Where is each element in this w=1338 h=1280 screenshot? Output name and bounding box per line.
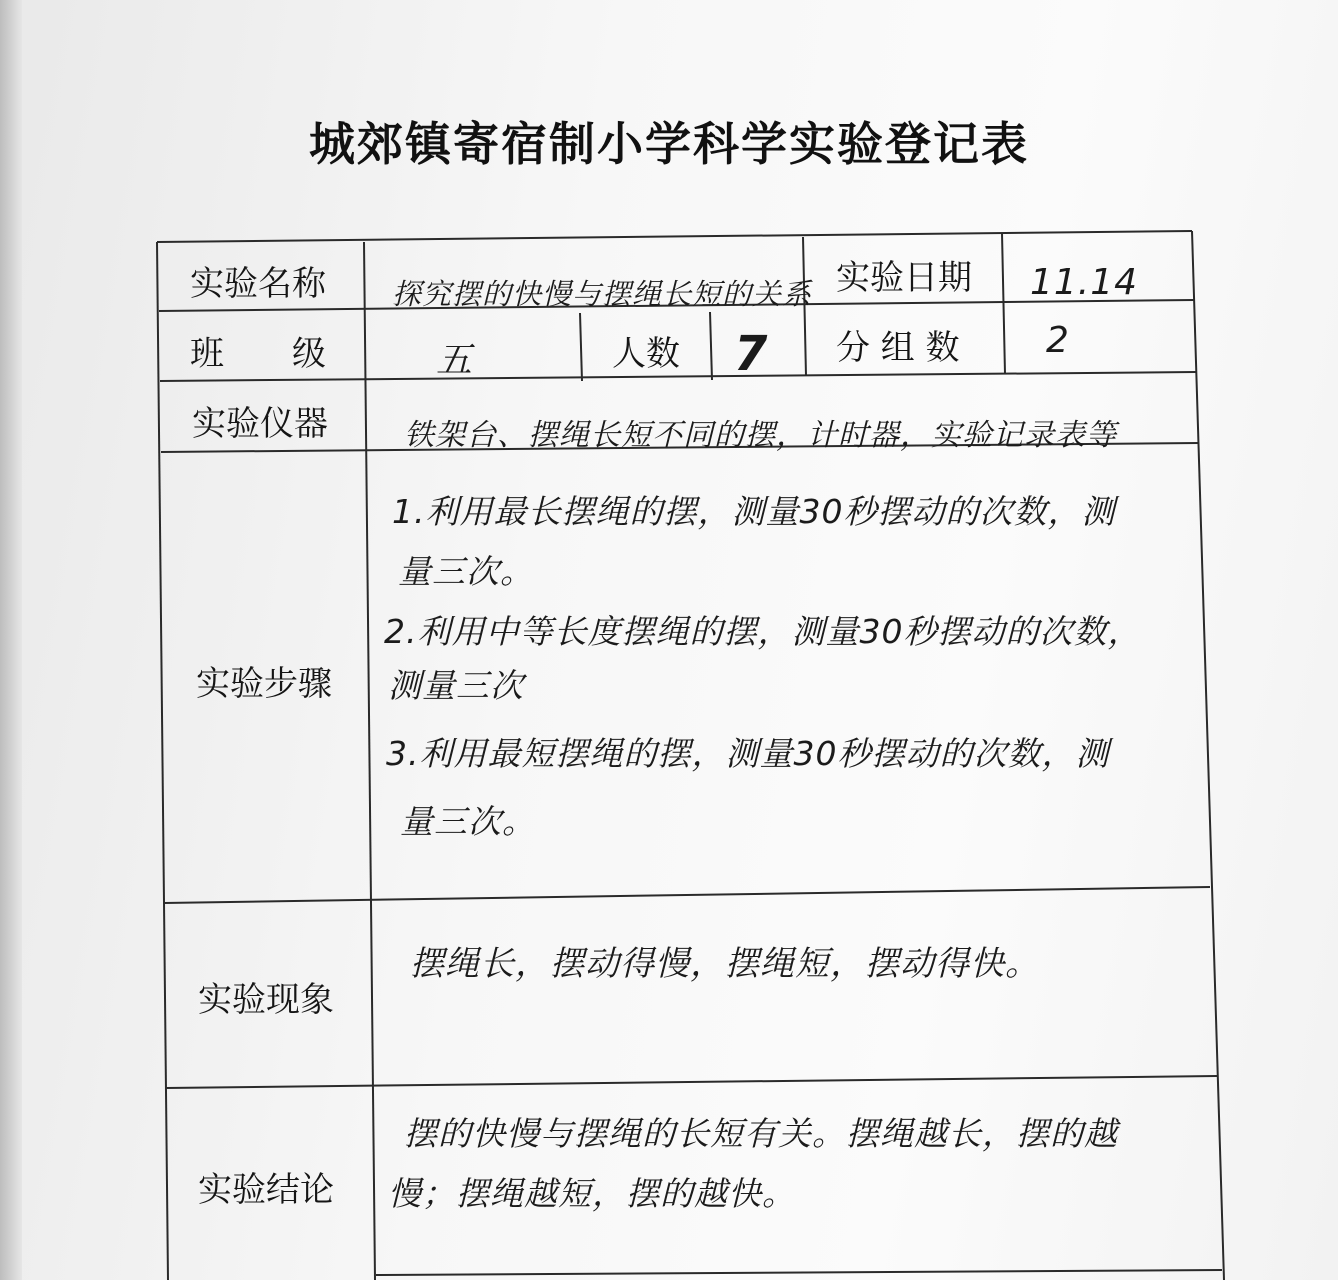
value-experiment-date: 11.14 [1030,262,1139,303]
value-group-count: 2 [1046,320,1070,361]
label-phenomenon: 实验现象 [198,980,334,1020]
value-steps-line-5: 3.利用最短摆绳的摆，测量30秒摆动的次数，测 [386,734,1110,773]
value-people-count: 7 [734,326,769,382]
label-experiment-date: 实验日期 [836,258,972,298]
value-steps-line-3: 2.利用中等长度摆绳的摆，测量30秒摆动的次数， [384,612,1142,651]
label-class: 班 级 [190,334,326,374]
label-steps: 实验步骤 [196,664,332,704]
value-instruments: 铁架台、摆绳长短不同的摆，计时器，实验记录表等 [404,418,1117,453]
label-conclusion: 实验结论 [198,1170,334,1210]
form-title: 城郊镇寄宿制小学科学实验登记表 [309,117,1029,171]
value-steps-line-2: 量三次。 [398,552,534,591]
value-steps-line-4: 测量三次 [388,666,524,705]
value-class: 五 [436,340,474,381]
value-conclusion-line-1: 摆的快慢与摆绳的长短有关。摆绳越长，摆的越 [404,1114,1118,1153]
label-people-count: 人数 [612,334,680,374]
value-steps-line-1: 1.利用最长摆绳的摆，测量30秒摆动的次数，测 [392,492,1116,531]
label-instruments: 实验仪器 [192,404,328,444]
value-conclusion-line-2: 慢；摆绳越短，摆的越快。 [388,1174,796,1213]
value-experiment-name: 探究摆的快慢与摆绳长短的关系 [392,277,813,311]
value-steps-line-6: 量三次。 [400,802,536,841]
value-phenomenon: 摆绳长，摆动得慢，摆绳短，摆动得快。 [410,944,1040,984]
label-experiment-name: 实验名称 [190,264,326,304]
label-group-count: 分 组 数 [836,328,960,368]
